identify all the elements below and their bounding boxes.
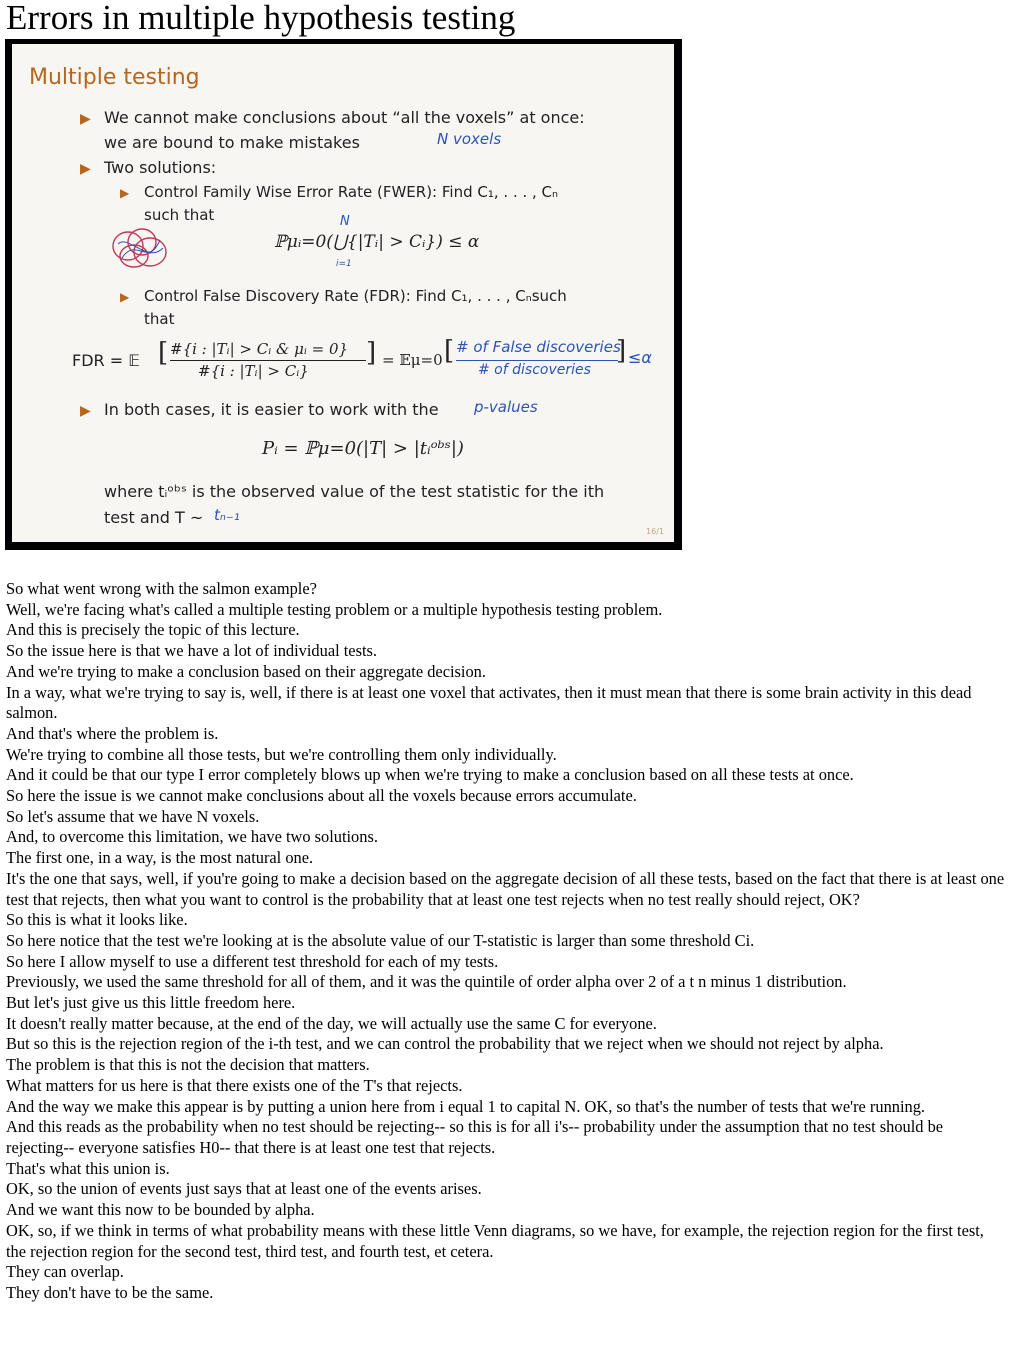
slide-heading: Multiple testing	[29, 65, 200, 90]
transcript	[6, 579, 1006, 1304]
transcript-line: And, to overcome this limitation, we have two solutions.	[6, 827, 378, 847]
transcript-line: And we want this now to be bounded by alpha.	[6, 1200, 315, 1220]
transcript-line: It doesn't really matter because, at the end of the day, we will actually use the same C for everyone.	[6, 1013, 657, 1033]
transcript-line: It's the one that says, well, if you're going to make a decision based on the aggregate decision of all these tests, based on the fact that there is at least one test that rejects, then what you want to control is the probability that at least one test rejects when no test really should reject, OK?	[6, 868, 1005, 909]
annotation-false-discoveries: # of False discoveries	[456, 338, 621, 356]
fraction-bar-hand	[456, 360, 618, 361]
transcript-line: OK, so the union of events just says that at least one of the events arises.	[6, 1179, 482, 1199]
transcript-line: So here notice that the test we're looking at is the absolute value of our T-statistic is larger than some threshold Ci.	[6, 930, 755, 950]
transcript-line: So here the issue is we cannot make conclusions about all the voxels because errors accumulate.	[6, 786, 637, 806]
transcript-line: So the issue here is that we have a lot of individual tests.	[6, 641, 377, 661]
transcript-line: So what went wrong with the salmon example?	[6, 579, 317, 598]
annotation-union-bottom: i=1	[336, 259, 352, 269]
transcript-line: So let's assume that we have N voxels.	[6, 806, 260, 826]
venn-scribble-icon	[108, 224, 174, 272]
transcript-line: The problem is that this is not the decision that matters.	[6, 1055, 370, 1075]
transcript-line: OK, so, if we think in terms of what probability means with these little Venn diagrams, so we have, for example, the rejection region for the first test, the rejection region for the second test, third test, and fourth test, et cetera.	[6, 1220, 984, 1261]
annotation-le-alpha: ≤α	[628, 348, 652, 367]
annotation-n-voxels: N voxels	[437, 130, 502, 148]
bullet-1-line-1: We cannot make conclusions about “all the voxels” at once:	[104, 108, 585, 127]
transcript-line: And this is precisely the topic of this lecture.	[6, 620, 300, 640]
fwer-formula: ℙμᵢ=0(⋃{|Tᵢ| > Cᵢ}) ≤ α	[274, 232, 480, 252]
transcript-line: What matters for us here is that there exists one of the T's that rejects.	[6, 1075, 463, 1095]
pvalue-formula: Pᵢ = ℙμ=0(|T| > |tᵢᵒᵇˢ|)	[262, 438, 464, 459]
bullet-3: In both cases, it is easier to work with the	[104, 400, 439, 419]
where-line-1: where tᵢᵒᵇˢ is the observed value of the test statistic for the ith	[104, 482, 605, 501]
transcript-line: And it could be that our type I error completely blows up when we're trying to make a conclusion based on all these tests at once.	[6, 765, 854, 785]
transcript-line: The first one, in a way, is the most natural one.	[6, 848, 314, 868]
transcript-line: So this is what it looks like.	[6, 910, 188, 930]
transcript-line: That's what this union is.	[6, 1158, 170, 1178]
page-title: Errors in multiple hypothesis testing	[6, 0, 516, 37]
sub-bullet-triangle-icon: ▶	[120, 290, 130, 304]
transcript-line: They don't have to be the same.	[6, 1282, 214, 1302]
bracket-open: [	[158, 338, 169, 368]
annotation-p-values: p-values	[474, 398, 538, 416]
bullet-1-line-2: we are bound to make mistakes	[104, 133, 360, 152]
transcript-line: So here I allow myself to use a different test threshold for each of my tests.	[6, 951, 499, 971]
annotation-t-distribution: tₙ₋₁	[214, 506, 240, 524]
bullet-triangle-icon: ▶	[80, 403, 91, 419]
bullet-2: Two solutions:	[104, 158, 217, 177]
where-line-2: test and T ~	[104, 508, 204, 527]
sub-bullet-2-line-2: that	[144, 310, 175, 328]
lecture-slide	[5, 39, 682, 550]
transcript-line: And we're trying to make a conclusion based on their aggregate decision.	[6, 661, 486, 681]
transcript-line: But let's just give us this little freedom here.	[6, 993, 296, 1013]
bracket-close-2: ]	[616, 336, 627, 366]
sub-bullet-1-line-2: such that	[144, 206, 215, 224]
annotation-discoveries: # of discoveries	[478, 362, 591, 378]
sub-bullet-1-line-1: Control Family Wise Error Rate (FWER): Find C₁, . . . , Cₙ	[144, 183, 559, 201]
sub-bullet-2-line-1: Control False Discovery Rate (FDR): Find C₁, . . . , Cₙsuch	[144, 287, 567, 305]
fraction-bar	[170, 360, 366, 361]
slide-content	[12, 44, 674, 542]
bracket-open-2: [	[444, 336, 455, 366]
bracket-close: ]	[366, 338, 377, 368]
transcript-line: And that's where the problem is.	[6, 723, 219, 743]
fdr-expectation: = 𝔼μ=0	[382, 351, 443, 369]
transcript-line: Well, we're facing what's called a multiple testing problem or a multiple hypothesis testing problem.	[6, 599, 663, 619]
transcript-line: But so this is the rejection region of the i-th test, and we can control the probability that we reject when we should not reject by alpha.	[6, 1034, 884, 1054]
slide-number: 16/1	[646, 527, 664, 536]
transcript-line: They can overlap.	[6, 1262, 124, 1282]
transcript-line: And the way we make this appear is by putting a union here from i equal 1 to capital N. OK, so that's the number of tests that we're running.	[6, 1096, 926, 1116]
bullet-triangle-icon: ▶	[80, 161, 91, 177]
annotation-union-top: N	[340, 214, 350, 229]
fdr-denominator: #{i : |Tᵢ| > Cᵢ}	[198, 362, 309, 380]
transcript-line: Previously, we used the same threshold for all of them, and it was the quintile of order alpha over 2 of a t n minus 1 distribution.	[6, 972, 847, 992]
fdr-lhs: FDR = 𝔼	[72, 351, 140, 370]
transcript-line: In a way, what we're trying to say is, well, if there is at least one voxel that activates, then it must mean that there is some brain activity in this dead salmon.	[6, 682, 972, 723]
bullet-triangle-icon: ▶	[80, 111, 91, 127]
transcript-line: We're trying to combine all those tests, but we're controlling them only individually.	[6, 744, 557, 764]
sub-bullet-triangle-icon: ▶	[120, 186, 130, 200]
fdr-numerator: #{i : |Tᵢ| > Cᵢ & μᵢ = 0}	[170, 340, 349, 358]
transcript-line: And this reads as the probability when no test should be rejecting-- so this is for all i's-- probability under the assumption that no test should be rejecting-- everyone satisfies H0-- that there is at least one test that rejects.	[6, 1117, 944, 1157]
